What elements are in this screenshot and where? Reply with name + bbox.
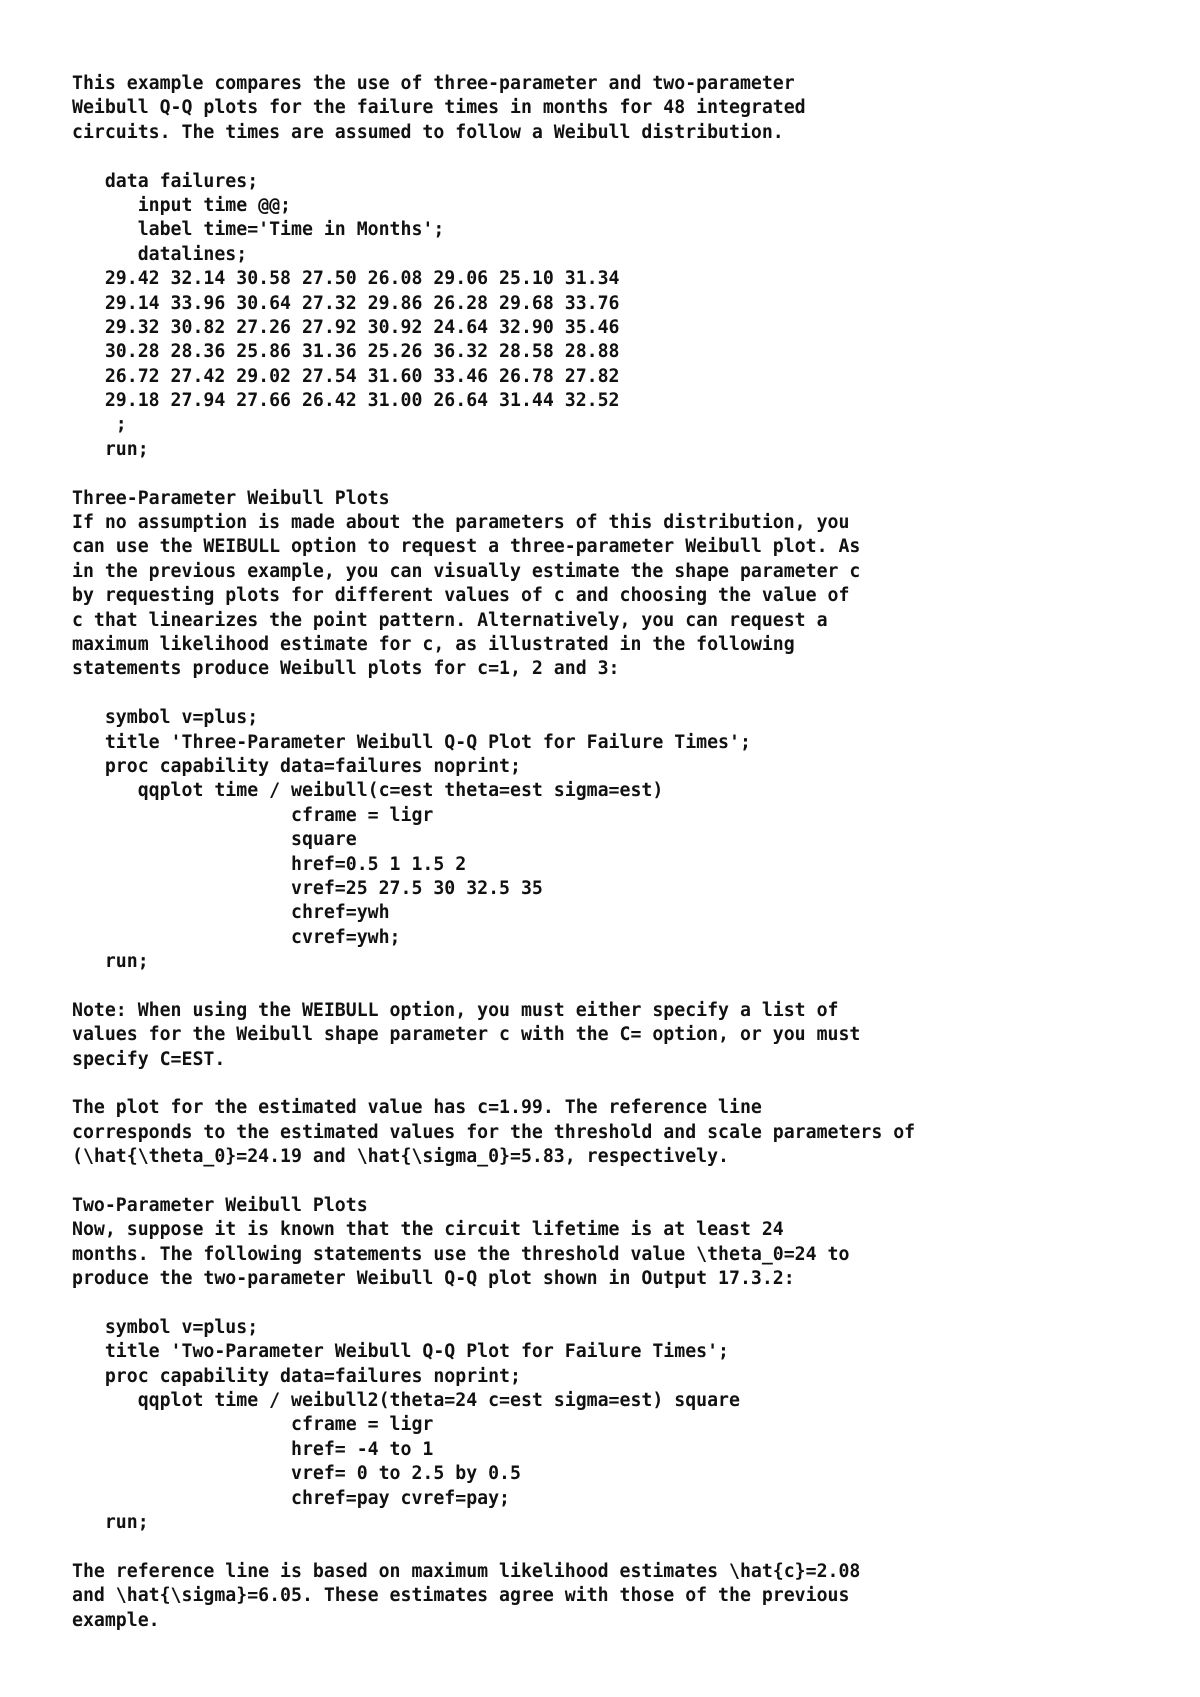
- code-line: cvref=ywh;: [72, 926, 401, 948]
- text-line: corresponds to the estimated values for the threshold and scale parameters of: [72, 1121, 916, 1143]
- text-line: If no assumption is made about the parameters of this distribution, you: [72, 512, 850, 534]
- code-line: vref=25 27.5 30 32.5 35: [72, 877, 543, 899]
- code-line: label time='Time in Months';: [72, 219, 445, 241]
- code-line: proc capability data=failures noprint;: [72, 755, 521, 777]
- text-line: can use the WEIBULL option to request a three-parameter Weibull plot. As: [72, 536, 861, 558]
- code-line: data failures;: [72, 170, 259, 192]
- blank-line: [72, 145, 1172, 169]
- code-line: chref=pay cvref=pay;: [72, 1487, 510, 1509]
- text-line: Now, suppose it is known that the circuit lifetime is at least 24: [72, 1219, 784, 1241]
- code-line: run;: [72, 438, 149, 460]
- text-line: (\hat{\theta_0}=24.19 and \hat{\sigma_0}=5.83, respectively.: [72, 1146, 729, 1168]
- text-line: months. The following statements use the threshold value \theta_0=24 to: [72, 1243, 850, 1265]
- code-line: chref=ywh: [72, 902, 390, 924]
- data-line: 26.72 27.42 29.02 27.54 31.60 33.46 26.78 27.82: [72, 365, 620, 387]
- text-line: statements produce Weibull plots for c=1, 2 and 3:: [72, 658, 620, 680]
- text-line: by requesting plots for different values of c and choosing the value of: [72, 585, 850, 607]
- code-line: ;: [72, 414, 127, 436]
- code-line: symbol v=plus;: [72, 1316, 259, 1338]
- text-line: produce the two-parameter Weibull Q-Q plot shown in Output 17.3.2:: [72, 1268, 795, 1290]
- text-line: in the previous example, you can visually estimate the shape parameter c: [72, 560, 861, 582]
- data-line: 29.42 32.14 30.58 27.50 26.08 29.06 25.10 31.34: [72, 268, 620, 290]
- code-line: proc capability data=failures noprint;: [72, 1365, 521, 1387]
- code-line: input time @@;: [72, 194, 291, 216]
- code-line: href=0.5 1 1.5 2: [72, 853, 467, 875]
- code-line: square: [72, 829, 357, 851]
- code-line: title 'Two-Parameter Weibull Q-Q Plot for Failure Times';: [72, 1341, 729, 1363]
- code-line: symbol v=plus;: [72, 707, 259, 729]
- code-line: datalines;: [72, 243, 248, 265]
- blank-line: [72, 1170, 1172, 1194]
- text-line: This example compares the use of three-parameter and two-parameter: [72, 73, 795, 94]
- text-line: The reference line is based on maximum likelihood estimates \hat{c}=2.08: [72, 1560, 861, 1582]
- text-line: example.: [72, 1609, 160, 1631]
- code-line: qqplot time / weibull2(theta=24 c=est sigma=est) square: [72, 1390, 740, 1412]
- data-line: 30.28 28.36 25.86 31.36 25.26 36.32 28.58 28.88: [72, 341, 620, 363]
- code-line: qqplot time / weibull(c=est theta=est sigma=est): [72, 780, 664, 802]
- data-line: 29.32 30.82 27.26 27.92 30.92 24.64 32.90 35.46: [72, 316, 620, 338]
- text-line: specify C=EST.: [72, 1048, 226, 1070]
- code-line: run;: [72, 951, 149, 973]
- code-line: cframe = ligr: [72, 1414, 434, 1436]
- code-line: vref= 0 to 2.5 by 0.5: [72, 1463, 521, 1485]
- section-heading: Two-Parameter Weibull Plots: [72, 1194, 368, 1216]
- document-body: [72, 72, 1172, 1633]
- text-line: Note: When using the WEIBULL option, you must either specify a list of: [72, 999, 839, 1021]
- text-line: c that linearizes the point pattern. Alternatively, you can request a: [72, 609, 828, 631]
- data-line: 29.18 27.94 27.66 26.42 31.00 26.64 31.44 32.52: [72, 390, 620, 412]
- code-line: href= -4 to 1: [72, 1438, 434, 1460]
- text-line: circuits. The times are assumed to follow a Weibull distribution.: [72, 121, 784, 143]
- code-line: run;: [72, 1512, 149, 1534]
- blank-line: [72, 1292, 1172, 1316]
- section-heading: Three-Parameter Weibull Plots: [72, 487, 390, 509]
- blank-line: [72, 462, 1172, 486]
- code-line: title 'Three-Parameter Weibull Q-Q Plot for Failure Times';: [72, 731, 751, 753]
- blank-line: [72, 682, 1172, 706]
- text-line: Weibull Q-Q plots for the failure times in months for 48 integrated: [72, 97, 806, 119]
- blank-line: [72, 974, 1172, 998]
- text-line: The plot for the estimated value has c=1.99. The reference line: [72, 1097, 762, 1119]
- text-line: maximum likelihood estimate for c, as illustrated in the following: [72, 633, 795, 655]
- data-line: 29.14 33.96 30.64 27.32 29.86 26.28 29.68 33.76: [72, 292, 620, 314]
- blank-line: [72, 1072, 1172, 1096]
- code-line: cframe = ligr: [72, 804, 434, 826]
- text-line: values for the Weibull shape parameter c with the C= option, or you must: [72, 1024, 861, 1046]
- text-line: and \hat{\sigma}=6.05. These estimates agree with those of the previous: [72, 1585, 850, 1607]
- blank-line: [72, 1535, 1172, 1559]
